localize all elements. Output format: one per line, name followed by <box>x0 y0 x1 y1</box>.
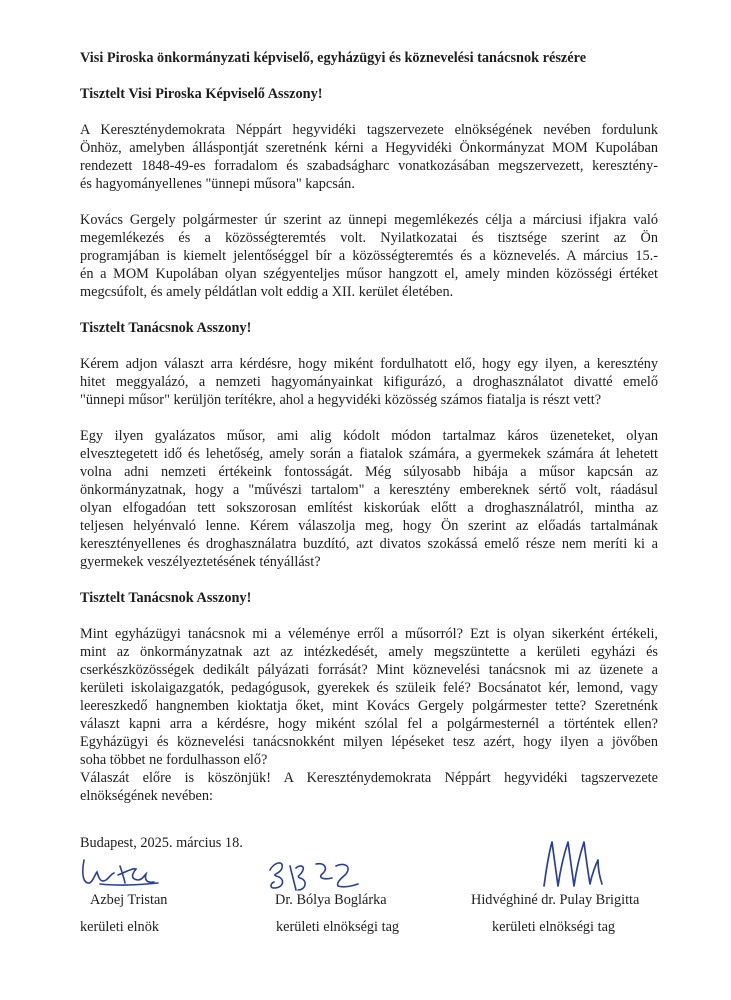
paragraph-line: mint az önkormányzatnak azt az intézkedését, amely megszüntette a kerületi egyházi és <box>80 644 658 660</box>
signatory-title: kerületi elnök <box>80 919 160 935</box>
handwritten-signature <box>78 852 168 892</box>
paragraph-line: "ünnepi műsor" kerüljön terítékre, ahol a hegyvidéki közösség számos fiatalja is részt vett? <box>80 392 602 408</box>
paragraph-line: megcsúfolt, és amely példátlan volt eddig a XII. kerület életében. <box>80 284 454 300</box>
place-date: Budapest, 2025. március 18. <box>80 835 243 851</box>
paragraph-line: Kérem adjon választ arra kérdésre, hogy miként fordulhatott elő, hogy egy ilyen, a keresztény <box>80 356 658 372</box>
paragraph-line: Egyházügyi és köznevelési tanácsnokként milyen lépéseket tesz azért, hogy ilyen a jövőben <box>80 734 658 750</box>
paragraph-line: leereszkedő hangnemben kioktatja őket, mint Kovács Gergely polgármester tette? Szeretnénk <box>80 698 658 714</box>
closing-line: elnökségének nevében: <box>80 788 213 804</box>
paragraph-line: cserkészközösségek dedikált pályázati forrását? Mint köznevelési tanácsnok mi az üzenete a <box>80 662 658 678</box>
paragraph-line: olyan elfogadóan tett sokszorosan említést kiskorúak előtt a droghasználatról, mintha az <box>80 500 658 516</box>
paragraph-line: és hagyományellenes "ünnepi műsora" kapcsán. <box>80 176 355 192</box>
paragraph-line: elvesztegetett idő és lehetőség, amely során a fiatalok számára, a gyermekek számára át lehetett <box>80 446 658 462</box>
handwritten-signature <box>266 852 366 896</box>
paragraph-line: soha többet ne fordulhasson elő? <box>80 752 268 768</box>
signatory-title: kerületi elnökségi tag <box>492 919 616 935</box>
signatory-name: Azbej Tristan <box>90 892 168 908</box>
paragraph-line: megemlékezés és a közösségteremtés volt. Nyilatkozatai és tisztsége szerint az Ön <box>80 230 658 246</box>
paragraph-line: rendezett 1848-49-es forradalom és szabadságharc vonatkozásában megszervezett, keresztény- <box>80 158 658 174</box>
paragraph-line: teljesen helyénvaló lenne. Kérem válaszolja meg, hogy Ön szerint az előadás tartalmának <box>80 518 658 534</box>
paragraph-line: önkormányzatnak, hogy a "művészi tartalom" a keresztény embereknek sértő volt, ráadásul <box>80 482 658 498</box>
salutation-councillor: Tisztelt Tanácsnok Asszony! <box>80 320 252 336</box>
paragraph-line: hitet meggyalázó, a nemzeti hagyományainkat kifigurázó, a droghasználatot divatté emelő <box>80 374 658 390</box>
paragraph-line: választ kapni arra a kérdésre, hogy miként szólal fel a polgármesternél a történtek ellen? <box>80 716 658 732</box>
paragraph-line: én a MOM Kupolában olyan szégyenteljes műsor hangzott el, amely minden közösségi értéket <box>80 266 658 282</box>
paragraph-line: kerületi iskolaigazgatók, pedagógusok, gyerekek és szüleik felé? Bocsánatot kér, lemond, vagy <box>80 680 658 696</box>
signatory-name: Hidvéghiné dr. Pulay Brigitta <box>471 892 640 908</box>
signatory-title: kerületi elnökségi tag <box>276 919 400 935</box>
paragraph-line: Egy ilyen gyalázatos műsor, ami alig kódolt módon tartalmaz káros üzeneteket, olyan <box>80 428 658 444</box>
signatory-name: Dr. Bólya Boglárka <box>275 892 387 908</box>
paragraph-line: Kovács Gergely polgármester úr szerint az ünnepi megemlékezés célja a márciusi ifjakra való <box>80 212 658 228</box>
salutation-councillor: Tisztelt Tanácsnok Asszony! <box>80 590 252 606</box>
letter-header: Visi Piroska önkormányzati képviselő, egyházügyi és köznevelési tanácsnok részére <box>80 50 587 66</box>
salutation-representative: Tisztelt Visi Piroska Képviselő Asszony! <box>80 86 323 102</box>
paragraph-line: Mint egyházügyi tanácsnok mi a véleménye erről a műsorról? Ezt is olyan sikerként értékeli, <box>80 626 658 642</box>
paragraph-line: A Kereszténydemokrata Néppárt hegyvidéki tagszervezete elnökségének nevében fordulunk <box>80 122 658 138</box>
closing-line: Válaszát előre is köszönjük! A Kereszténydemokrata Néppárt hegyvidéki tagszervezete <box>80 770 658 786</box>
handwritten-signature <box>536 836 616 892</box>
paragraph-line: programjában is kiemelt jelentőséggel bír a közösségteremtés és a köznevelés. A március 15.- <box>80 248 658 264</box>
paragraph-line: keresztényellenes és droghasználatra buzdító, azt divatos szokássá emelő része nem meríti ki a <box>80 536 658 552</box>
paragraph-line: Önhöz, amelyben álláspontját szeretnénk kérni a Hegyvidéki Önkormányzat MOM Kupolában <box>80 140 658 156</box>
paragraph-line: volna adni nemzeti értékeink fontosságát. Még súlyosabb hibája a műsor kapcsán az <box>80 464 658 480</box>
paragraph-line: gyermekek veszélyeztetésének tényállást? <box>80 554 321 570</box>
